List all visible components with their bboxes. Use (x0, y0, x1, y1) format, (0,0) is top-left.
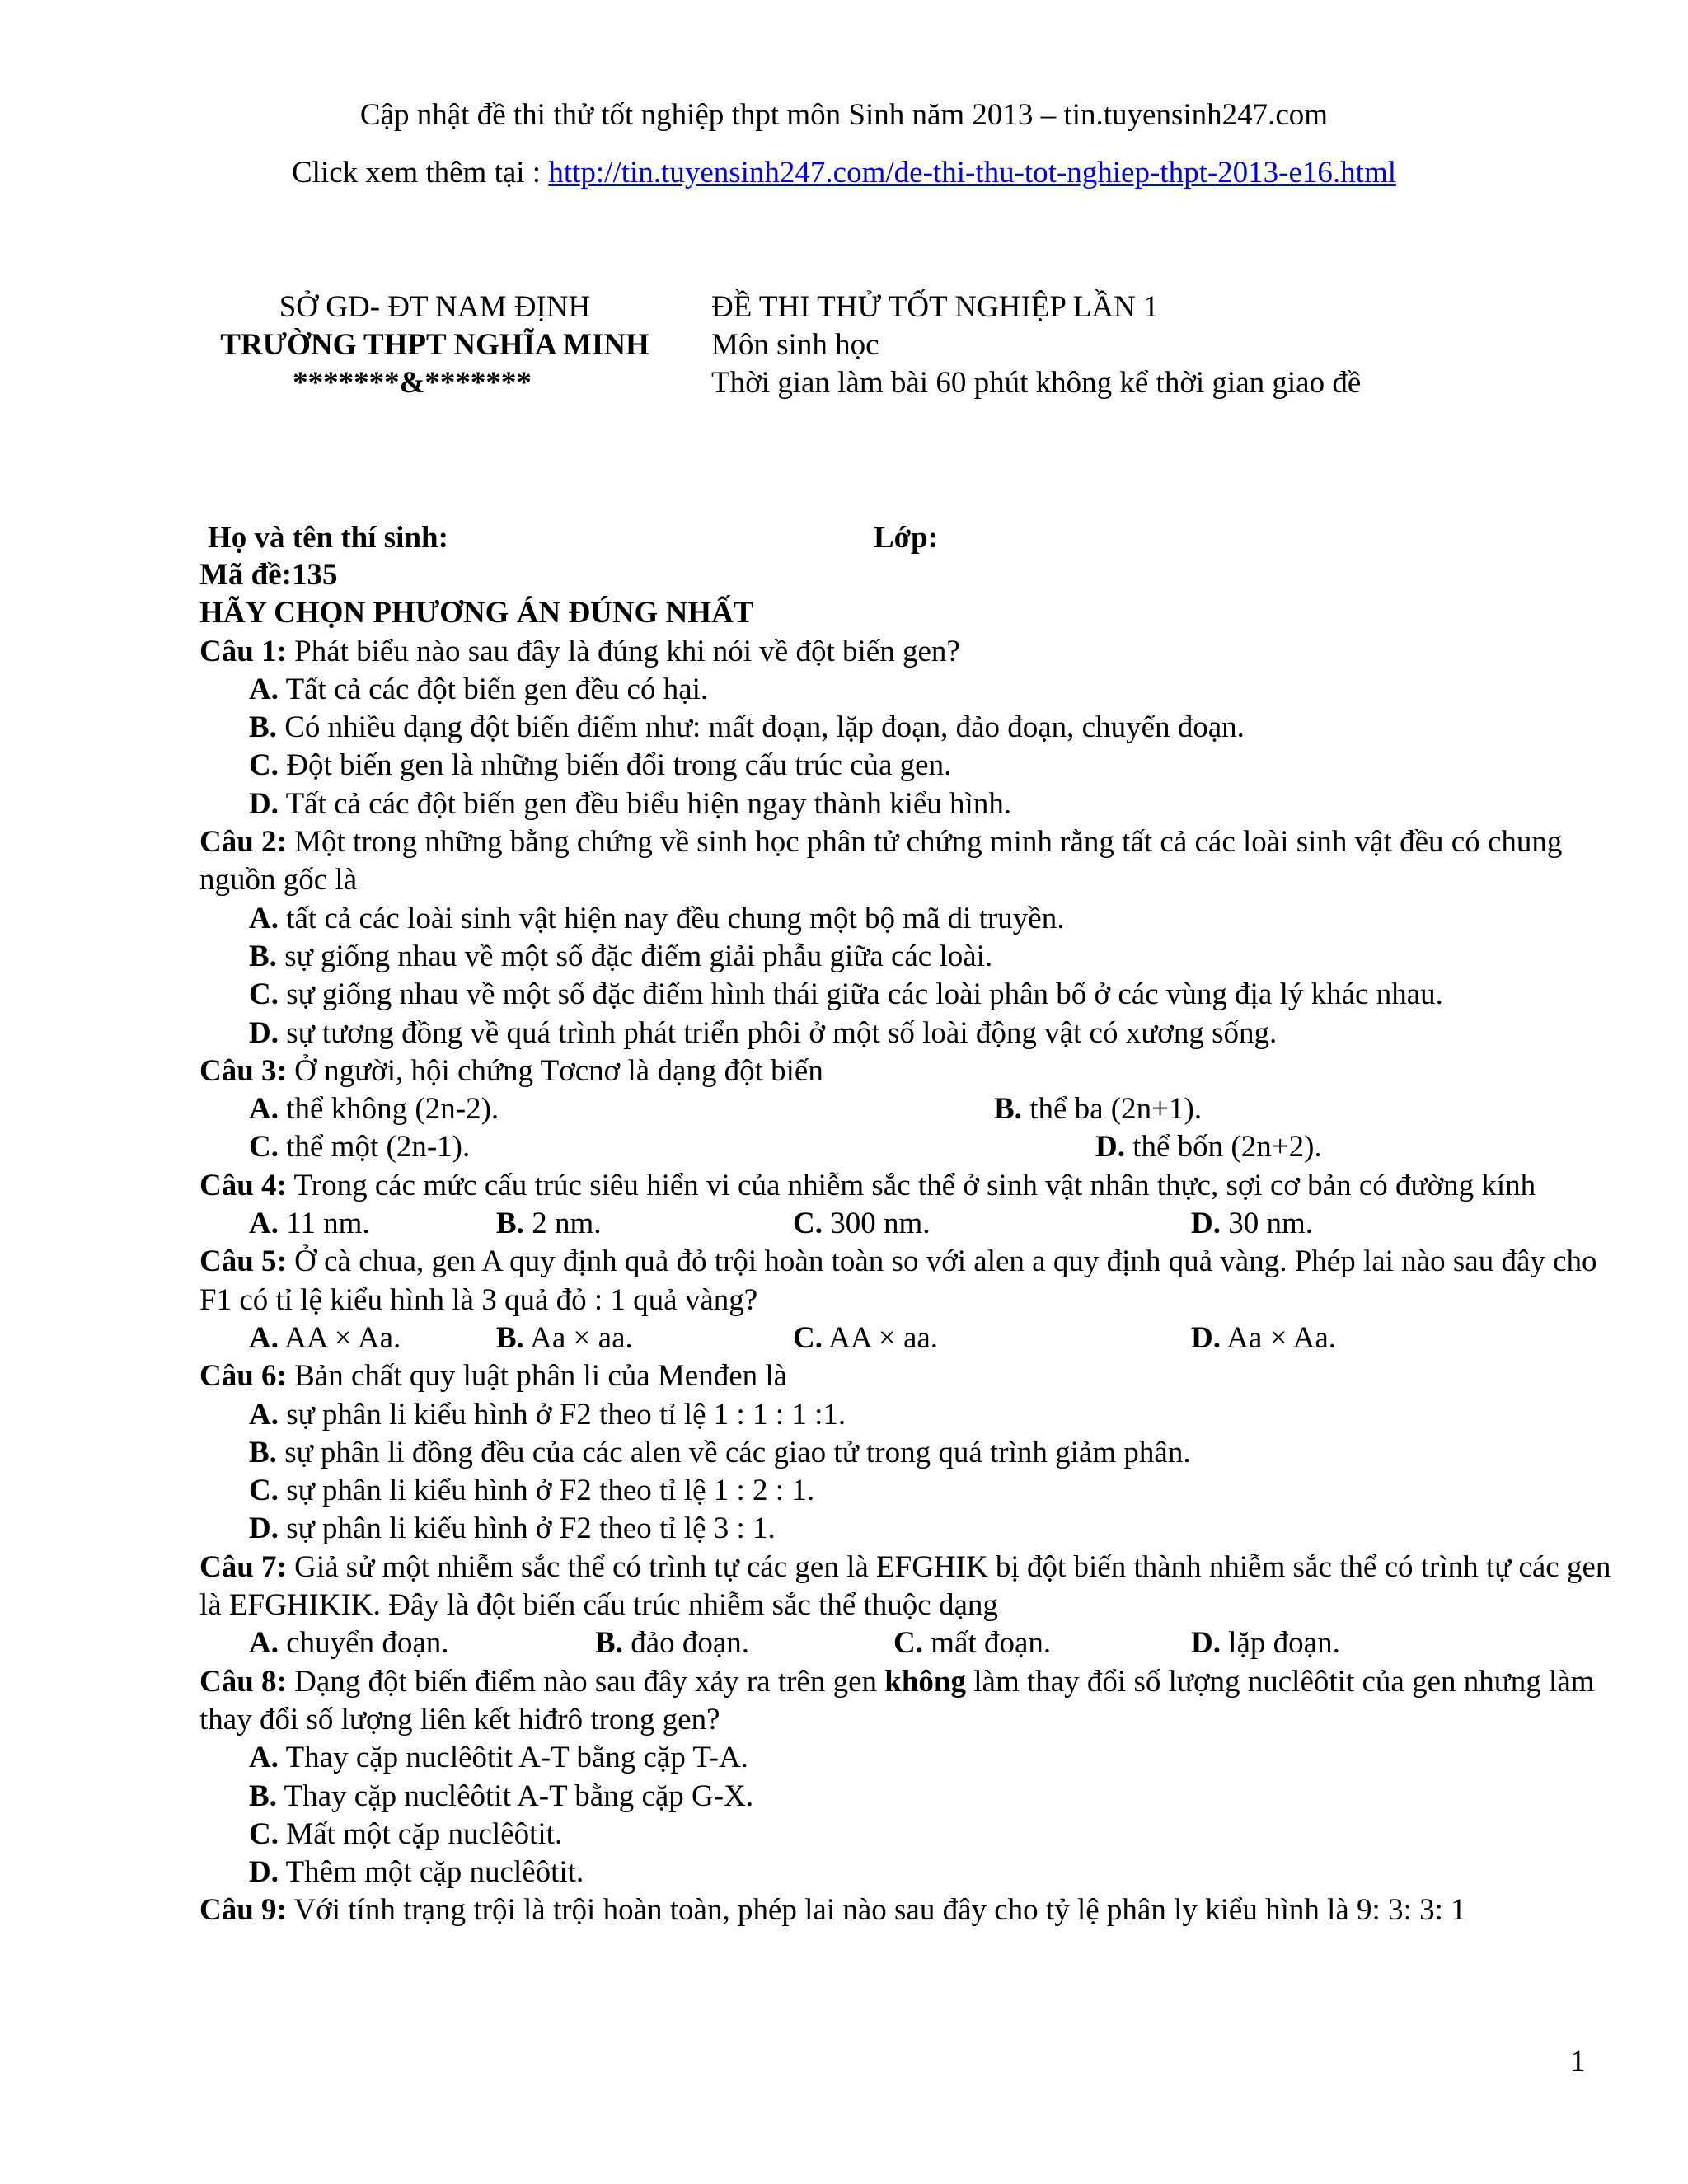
option-label: D. (249, 1855, 279, 1890)
option-text: Aa × aa. (523, 1320, 633, 1355)
options-row-7 (199, 1624, 1617, 1662)
question-3 (199, 1052, 1617, 1090)
option-3b (994, 1090, 1202, 1128)
option-8c (249, 1816, 1617, 1854)
question-6 (199, 1357, 1617, 1395)
option-label: C. (249, 748, 279, 783)
option-4a (249, 1205, 370, 1243)
question-text: Giả sử một nhiễm sắc thể có trình tự các gen là EFGHIK bị đột biến thành nhiễm sắc thể có trình tự các gen là EFGHIKIK. Đây là đột biến cấu trúc nhiễm sắc thể thuộc dạng (199, 1549, 1611, 1623)
options-row-4 (199, 1205, 1617, 1243)
option-8b (249, 1778, 1617, 1816)
option-label: A. (249, 1207, 279, 1241)
option-label: D. (249, 1015, 279, 1050)
option-text: Tất cả các đột biến gen đều biểu hiện ngay thành kiểu hình. (278, 786, 1012, 821)
option-label: C. (893, 1626, 923, 1661)
question-label: Câu 6: (199, 1359, 287, 1394)
option-7b (595, 1624, 749, 1662)
option-label: B. (496, 1320, 524, 1355)
option-label: D. (1191, 1626, 1221, 1661)
question-label: Câu 8: (199, 1664, 287, 1699)
department-name: SỞ GD- ĐT NAM ĐỊNH (279, 290, 591, 324)
option-label: A. (249, 672, 279, 706)
option-1b (249, 709, 1617, 747)
question-text: Bản chất quy luật phân li của Menđen là (286, 1359, 788, 1394)
option-7a (249, 1624, 449, 1662)
option-text: AA × Aa. (278, 1320, 401, 1355)
option-text: sự tương đồng về quá trình phát triển phôi ở một số loài động vật có xương sống. (278, 1015, 1278, 1050)
option-label: A. (249, 901, 279, 935)
option-label: D. (1191, 1207, 1221, 1241)
option-text: sự phân li đồng đều của các alen về các giao tử trong quá trình giảm phân. (276, 1435, 1191, 1469)
question-text: Ở người, hội chứng Tơcnơ là dạng đột biến (286, 1053, 823, 1088)
question-label: Câu 9: (199, 1893, 287, 1928)
option-label: B. (994, 1092, 1022, 1127)
question-text: Ở cà chua, gen A quy định quả đỏ trội hoàn toàn so với alen a quy định quả vàng. Phép lai nào sau đây cho F1 có tỉ lệ kiểu hình là 3 quả đỏ : 1 quả vàng? (199, 1244, 1597, 1317)
instruction: HÃY CHỌN PHƯƠNG ÁN ĐÚNG NHẤT (199, 596, 754, 630)
option-label: D. (249, 1511, 279, 1546)
option-1c (249, 747, 1617, 785)
option-2c (249, 976, 1617, 1014)
option-label: B. (249, 710, 277, 745)
option-text: Mất một cặp nuclêôtit. (278, 1816, 563, 1851)
question-text: Một trong những bằng chứng về sinh học phân tử chứng minh rằng tất cả các loài sinh vật đều có chung nguồn gốc là (199, 825, 1563, 898)
options-row-3a (199, 1090, 1617, 1128)
option-2b (249, 938, 1617, 976)
option-text: Tất cả các đột biến gen đều có hại. (278, 672, 709, 706)
option-label: A. (249, 1320, 279, 1355)
option-label: B. (249, 1435, 277, 1469)
option-text: 2 nm. (523, 1207, 602, 1241)
options-row-3b (199, 1128, 1617, 1166)
option-label: B. (496, 1207, 524, 1241)
option-8d (249, 1854, 1617, 1891)
question-label: Câu 3: (199, 1053, 287, 1088)
question-text: Trong các mức cấu trúc siêu hiển vi của nhiễm sắc thể ở sinh vật nhân thực, sợi cơ bản có đường kính (286, 1168, 1536, 1202)
banner-link[interactable]: http://tin.tuyensinh247.com/de-thi-thu-tot-nghiep-thpt-2013-e16.html (548, 156, 1397, 190)
option-3c (249, 1128, 470, 1166)
option-label: C. (249, 977, 279, 1012)
option-text: sự giống nhau về một số đặc điểm hình thái giữa các loài phân bố ở các vùng địa lý khác nhau. (278, 977, 1443, 1012)
option-text: thể một (2n-1). (278, 1130, 471, 1165)
option-1a (249, 671, 1617, 709)
option-label: B. (249, 1779, 277, 1813)
option-text: sự phân li kiểu hình ở F2 theo tỉ lệ 3 : 1. (278, 1511, 776, 1546)
option-label: B. (249, 939, 277, 973)
option-5a (249, 1319, 401, 1357)
option-text: Aa × Aa. (1220, 1320, 1337, 1355)
options-row-5 (199, 1319, 1617, 1357)
option-6c (249, 1472, 1617, 1510)
exam-content (199, 556, 1617, 1930)
exam-code: Mã đề:135 (199, 558, 338, 592)
option-label: A. (249, 1092, 279, 1127)
question-9 (199, 1891, 1617, 1929)
option-label: D. (1095, 1130, 1125, 1165)
option-text: đảo đoạn. (622, 1626, 750, 1661)
option-8a (249, 1739, 1617, 1777)
question-label: Câu 4: (199, 1168, 287, 1202)
question-text: Với tính trạng trội là trội hoàn toàn, phép lai nào sau đây cho tỷ lệ phân ly kiểu hình là 9: 3: 3: 1 (286, 1893, 1466, 1928)
option-2d (249, 1015, 1617, 1052)
question-emphasis: không (884, 1664, 966, 1699)
option-label: D. (249, 786, 279, 821)
option-5d (1191, 1319, 1336, 1357)
option-text: thể bốn (2n+2). (1124, 1130, 1322, 1165)
option-label: B. (595, 1626, 623, 1661)
question-5 (199, 1243, 1617, 1319)
option-text: Thay cặp nuclêôtit A-T bằng cặp T-A. (278, 1741, 748, 1775)
option-text: Thay cặp nuclêôtit A-T bằng cặp G-X. (276, 1779, 754, 1813)
question-label: Câu 2: (199, 825, 287, 860)
option-6a (249, 1396, 1617, 1434)
question-4 (199, 1167, 1617, 1205)
school-name: TRƯỜNG THPT NGHĨA MINH (220, 328, 649, 362)
option-3d (1095, 1128, 1322, 1166)
option-label: C. (793, 1207, 823, 1241)
question-text: Dạng đột biến điểm nào sau đây xảy ra trên gen (286, 1664, 885, 1699)
option-4d (1191, 1205, 1313, 1243)
option-6d (249, 1510, 1617, 1548)
option-label: C. (249, 1816, 279, 1851)
question-1 (199, 633, 1617, 671)
option-label: D. (1191, 1320, 1221, 1355)
student-name-label: Họ và tên thí sinh: (208, 521, 448, 555)
question-8 (199, 1663, 1617, 1740)
option-text: thể không (2n-2). (278, 1092, 499, 1127)
question-label: Câu 1: (199, 634, 287, 668)
option-3a (249, 1090, 499, 1128)
option-1d (249, 785, 1617, 823)
option-text: Thêm một cặp nuclêôtit. (278, 1855, 584, 1890)
option-label: A. (249, 1397, 279, 1432)
option-text: 11 nm. (278, 1207, 370, 1241)
banner-link-line (0, 155, 1688, 190)
option-label: A. (249, 1626, 279, 1661)
option-4c (793, 1205, 931, 1243)
header-left (198, 288, 672, 402)
option-6b (249, 1434, 1617, 1472)
exam-subject: Môn sinh học (711, 328, 879, 362)
option-label: C. (249, 1474, 279, 1508)
option-text: 30 nm. (1220, 1207, 1314, 1241)
option-5b (496, 1319, 633, 1357)
question-7 (199, 1549, 1617, 1625)
question-label: Câu 7: (199, 1549, 287, 1584)
question-2 (199, 823, 1617, 900)
option-label: A. (249, 1741, 279, 1775)
option-text: tất cả các loài sinh vật hiện nay đều chung một bộ mã di truyền. (278, 901, 1065, 935)
option-label: C. (249, 1130, 279, 1165)
class-label: Lớp: (874, 521, 939, 555)
option-text: sự phân li kiểu hình ở F2 theo tỉ lệ 1 : 1 : 1 :1. (278, 1397, 846, 1432)
exam-title: ĐỀ THI THỬ TỐT NGHIỆP LẦN 1 (711, 290, 1159, 324)
option-text: sự giống nhau về một số đặc điểm giải phẫu giữa các loài. (276, 939, 993, 973)
question-text: làm thay đổi số lượng nuclêôtit của gen nhưng làm thay đổi số lượng liên kết hiđrô trong gen? (199, 1664, 1595, 1736)
header-divider-stars: *******&******* (293, 366, 532, 400)
banner-link-prefix: Click xem thêm tại : (291, 156, 549, 190)
option-text: Đột biến gen là những biến đổi trong cấu trúc của gen. (278, 748, 952, 783)
header-right (711, 288, 1361, 402)
option-text: Có nhiều dạng đột biến điểm như: mất đoạn, lặp đoạn, đảo đoạn, chuyển đoạn. (276, 710, 1245, 745)
option-text: sự phân li kiểu hình ở F2 theo tỉ lệ 1 : 2 : 1. (278, 1474, 815, 1508)
option-2a (249, 900, 1617, 938)
option-text: 300 nm. (822, 1207, 931, 1241)
page-number: 1 (1570, 2045, 1586, 2079)
question-text: Phát biểu nào sau đây là đúng khi nói về đột biến gen? (286, 634, 960, 668)
option-text: mất đoạn. (922, 1626, 1052, 1661)
option-4b (496, 1205, 601, 1243)
banner-line: Cập nhật đề thi thử tốt nghiệp thpt môn Sinh năm 2013 – tin.tuyensinh247.com (359, 98, 1329, 132)
exam-time: Thời gian làm bài 60 phút không kể thời gian giao đề (711, 366, 1362, 400)
question-label: Câu 5: (199, 1244, 287, 1279)
option-label: C. (793, 1320, 823, 1355)
option-7d (1191, 1624, 1340, 1662)
option-text: chuyển đoạn. (278, 1626, 449, 1661)
option-text: lặp đoạn. (1220, 1626, 1340, 1661)
option-text: thể ba (2n+1). (1021, 1092, 1203, 1127)
option-text: AA × aa. (822, 1320, 939, 1355)
option-7c (893, 1624, 1051, 1662)
option-5c (793, 1319, 938, 1357)
